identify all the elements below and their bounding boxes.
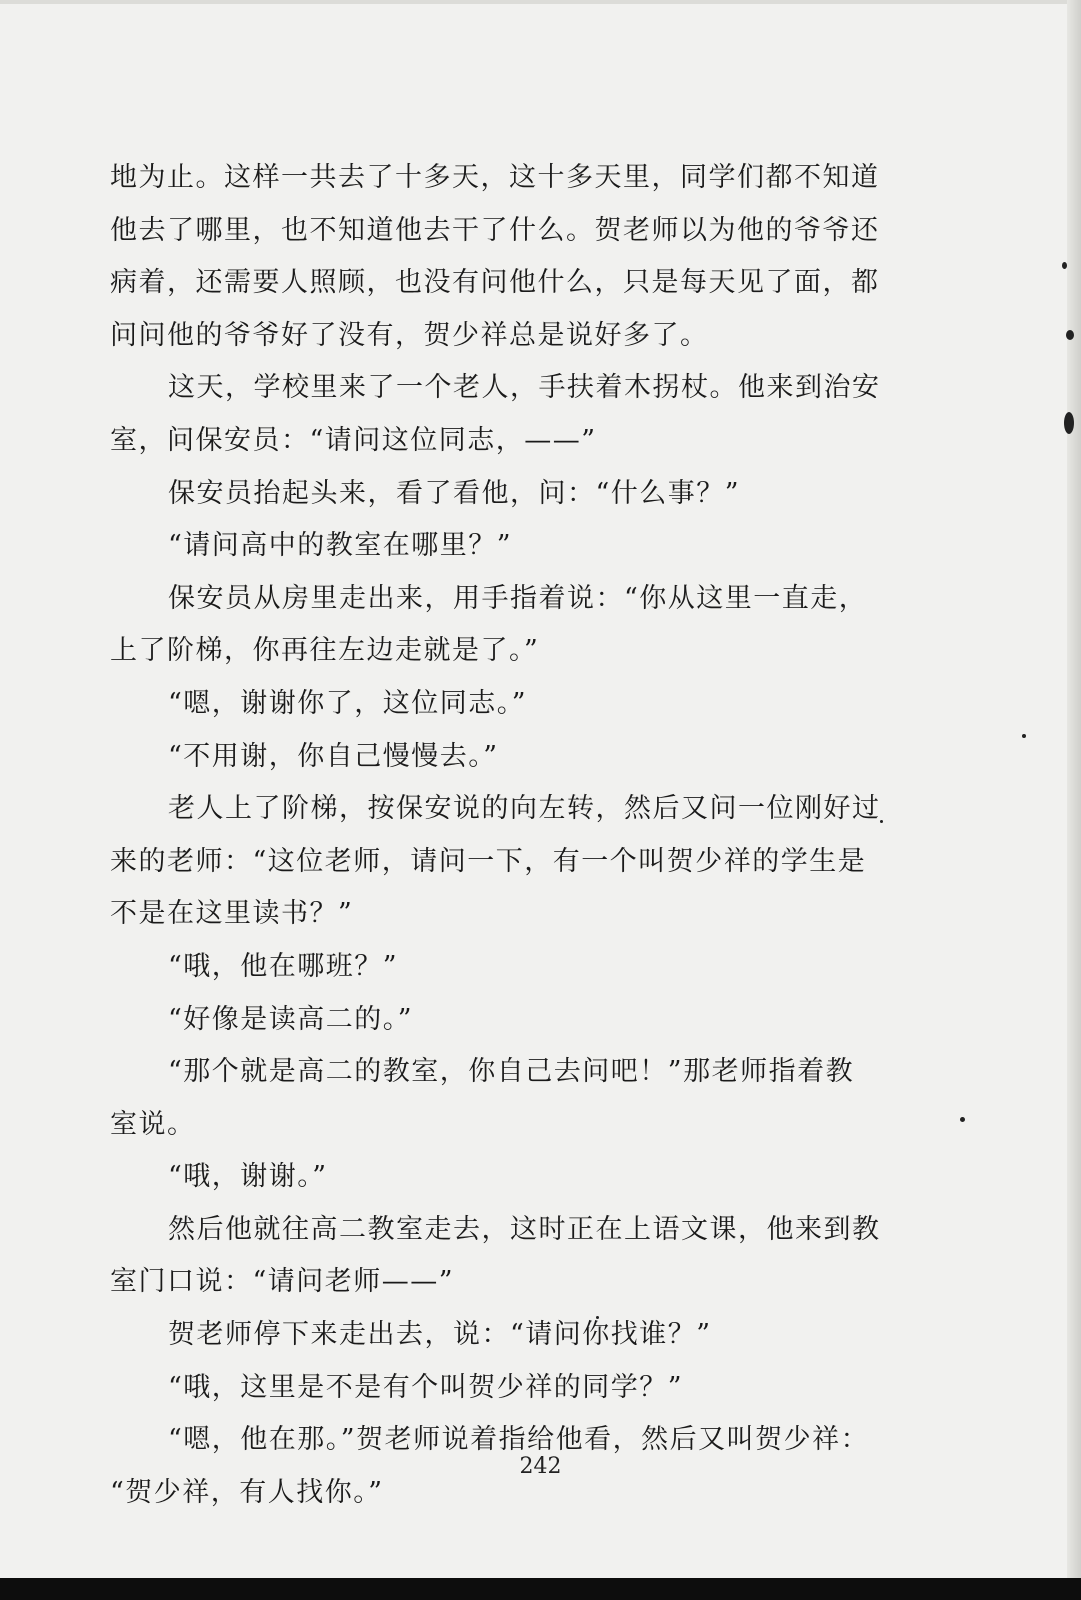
text-line: “那个就是高二的教室，你自己去问吧！”那老师指着教 (168, 1056, 855, 1088)
scan-speck (1022, 734, 1026, 738)
text-line: 室，问保安员：“请问这位同志，——” (110, 424, 597, 456)
text-line: 病着，还需要人照顾，也没有问他什么，只是每天见了面，都 (110, 267, 880, 299)
text-line: “哦，他在哪班？” (168, 950, 399, 982)
text-line: “不用谢，你自己慢慢去。” (168, 740, 499, 772)
scan-speck (1062, 262, 1067, 269)
text-line: 这天，学校里来了一个老人，手扶着木拐杖。他来到治安 (168, 372, 881, 404)
text-line: 上了阶梯，你再往左边走就是了。” (110, 635, 540, 667)
scan-edge-top (0, 0, 1081, 4)
page-number: 242 (519, 1454, 562, 1479)
text-line: 地为止。这样一共去了十多天，这十多天里，同学们都不知道 (110, 162, 880, 193)
scan-speck (960, 1117, 965, 1122)
text-line: “哦，这里是不是有个叫贺少祥的同学？” (168, 1371, 684, 1403)
text-line: 然后他就往高二教室走去，这时正在上语文课，他来到教 (168, 1213, 881, 1245)
text-line: “哦，谢谢。” (168, 1161, 328, 1193)
text-line: 来的老师：“这位老师，请问一下，有一个叫贺少祥的学生是 (110, 845, 867, 877)
text-line: 保安员抬起头来，看了看他，问：“什么事？” (168, 477, 741, 509)
text-line: 室说。 (110, 1108, 196, 1140)
text-line: “嗯，他在那。”贺老师说着指给他看，然后又叫贺少祥： (168, 1424, 870, 1456)
text-line: “请问高中的教室在哪里？” (168, 530, 513, 562)
scan-edge-bottom (0, 1578, 1081, 1600)
text-line: 保安员从房里走出来，用手指着说：“你从这里一直走， (168, 582, 868, 614)
text-line: 不是在这里读书？” (110, 898, 354, 930)
text-line: “贺少祥，有人找你。” (110, 1476, 384, 1508)
scan-speck (1066, 330, 1074, 340)
text-line: 室门口说：“请问老师——” (110, 1266, 455, 1298)
text-line: 他去了哪里，也不知道他去干了什么。贺老师以为他的爷爷还 (110, 214, 880, 246)
text-line: “好像是读高二的。” (168, 1003, 414, 1035)
text-line: 贺老师停下来走出去，说：“请问你找谁？” (168, 1319, 712, 1351)
scan-edge-right (1067, 0, 1081, 1600)
document-body (110, 152, 940, 1519)
text-line: “嗯，谢谢你了，这位同志。” (168, 687, 528, 719)
scan-speck (1064, 412, 1074, 434)
text-line: 老人上了阶梯，按保安说的向左转，然后又问一位刚好过 (168, 793, 881, 825)
text-line: 问问他的爷爷好了没有，贺少祥总是说好多了。 (110, 319, 709, 351)
